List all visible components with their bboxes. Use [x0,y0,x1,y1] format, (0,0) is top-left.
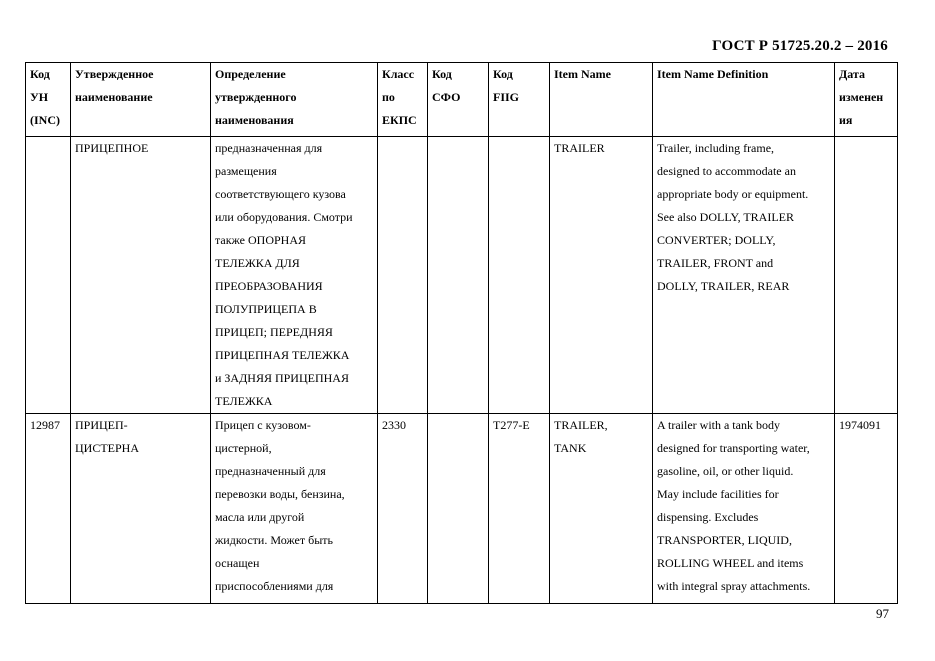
cell-line: FIIG [493,90,520,104]
cell-line: Код [493,67,513,81]
cell-line: T277-E [493,418,530,432]
cell-line: May include facilities for [657,487,779,501]
cell-line: Определение [215,67,286,81]
cell-line: Дата [839,67,865,81]
cell-line: TRAILER, [554,418,608,432]
cell-change-date [835,414,898,604]
header-ekps-class [378,63,428,137]
cell-line: масла или другой [215,510,305,524]
cell-line: Код [30,67,50,81]
cell-line: Утвержденное [75,67,154,81]
cell-item-name [550,414,653,604]
table-row [26,414,898,604]
cell-line: ЕКПС [382,113,417,127]
cell-line: по [382,90,395,104]
cell-line: утвержденного [215,90,297,104]
header-inc [26,63,71,137]
cell-line: ПРИЦЕПНОЕ [75,141,149,155]
cell-line: 12987 [30,418,60,432]
cell-name-definition-ru [211,414,378,604]
cell-inc [26,137,71,414]
cell-line: ТЕЛЕЖКА ДЛЯ [215,256,300,270]
cell-line: TRANSPORTER, LIQUID, [657,533,792,547]
cell-line: Код [432,67,452,81]
cell-line: designed for transporting water, [657,441,810,455]
table-row [26,137,898,414]
cell-line: Класс [382,67,415,81]
cell-line: СФО [432,90,461,104]
cell-line: gasoline, oil, or other liquid. [657,464,794,478]
cell-item-name-definition [653,137,835,414]
cell-line: цистерной, [215,441,272,455]
header-name-definition-ru [211,63,378,137]
cell-line: 2330 [382,418,406,432]
cell-line: TANK [554,441,587,455]
header-item-name [550,63,653,137]
cell-line: Item Name [554,67,611,81]
cell-line: и ЗАДНЯЯ ПРИЦЕПНАЯ [215,371,349,385]
cell-line: ПРИЦЕПНАЯ ТЕЛЕЖКА [215,348,350,362]
cell-line: (INC) [30,113,60,127]
cell-line: ия [839,113,853,127]
cell-line: Trailer, including frame, [657,141,775,155]
cell-line: предназначенная для [215,141,323,155]
cell-line: 1974091 [839,418,881,432]
cell-line: Прицеп с кузовом- [215,418,311,432]
cell-approved-name [71,414,211,604]
classification-table [25,62,898,604]
cell-line: See also DOLLY, TRAILER [657,210,795,224]
cell-line: перевозки воды, бензина, [215,487,345,501]
cell-line: DOLLY, TRAILER, REAR [657,279,790,293]
cell-line: CONVERTER; DOLLY, [657,233,776,247]
cell-line: ЦИСТЕРНА [75,441,140,455]
header-sfo-code [428,63,489,137]
cell-line: ПРИЦЕП; ПЕРЕДНЯЯ [215,325,333,339]
cell-line: dispensing. Excludes [657,510,759,524]
cell-line: appropriate body or equipment. [657,187,809,201]
cell-line: ROLLING WHEEL and items [657,556,804,570]
cell-line: ТЕЛЕЖКА [215,394,273,408]
header-item-name-definition [653,63,835,137]
table-header-row [26,63,898,137]
cell-line: приспособлениями для [215,579,334,593]
cell-line: TRAILER [554,141,605,155]
cell-approved-name [71,137,211,414]
header-change-date [835,63,898,137]
cell-line: ПОЛУПРИЦЕПА В [215,302,317,316]
header-fiig-code [489,63,550,137]
cell-fiig-code [489,414,550,604]
cell-change-date [835,137,898,414]
cell-line: with integral spray attachments. [657,579,811,593]
cell-line: ПРИЦЕП- [75,418,128,432]
cell-ekps-class [378,414,428,604]
cell-line: A trailer with a tank body [657,418,780,432]
cell-line: оснащен [215,556,260,570]
cell-sfo-code [428,414,489,604]
cell-line: Item Name Definition [657,67,769,81]
document-header: ГОСТ Р 51725.20.2 – 2016 [712,38,888,54]
cell-line: TRAILER, FRONT and [657,256,774,270]
cell-line: соответствующего кузова [215,187,346,201]
cell-line: размещения [215,164,277,178]
cell-ekps-class [378,137,428,414]
page-number: 97 [876,606,889,621]
header-approved-name [71,63,211,137]
cell-line: designed to accommodate an [657,164,796,178]
cell-sfo-code [428,137,489,414]
cell-line: ПРЕОБРАЗОВАНИЯ [215,279,323,293]
cell-inc [26,414,71,604]
cell-line: также ОПОРНАЯ [215,233,307,247]
cell-name-definition-ru [211,137,378,414]
cell-item-name-definition [653,414,835,604]
cell-item-name [550,137,653,414]
cell-line: изменен [839,90,884,104]
cell-line: УН [30,90,49,104]
cell-line: предназначенный для [215,464,326,478]
cell-line: жидкости. Может быть [215,533,333,547]
cell-line: наименование [75,90,153,104]
cell-fiig-code [489,137,550,414]
cell-line: наименования [215,113,294,127]
cell-line: или оборудования. Смотри [215,210,353,224]
